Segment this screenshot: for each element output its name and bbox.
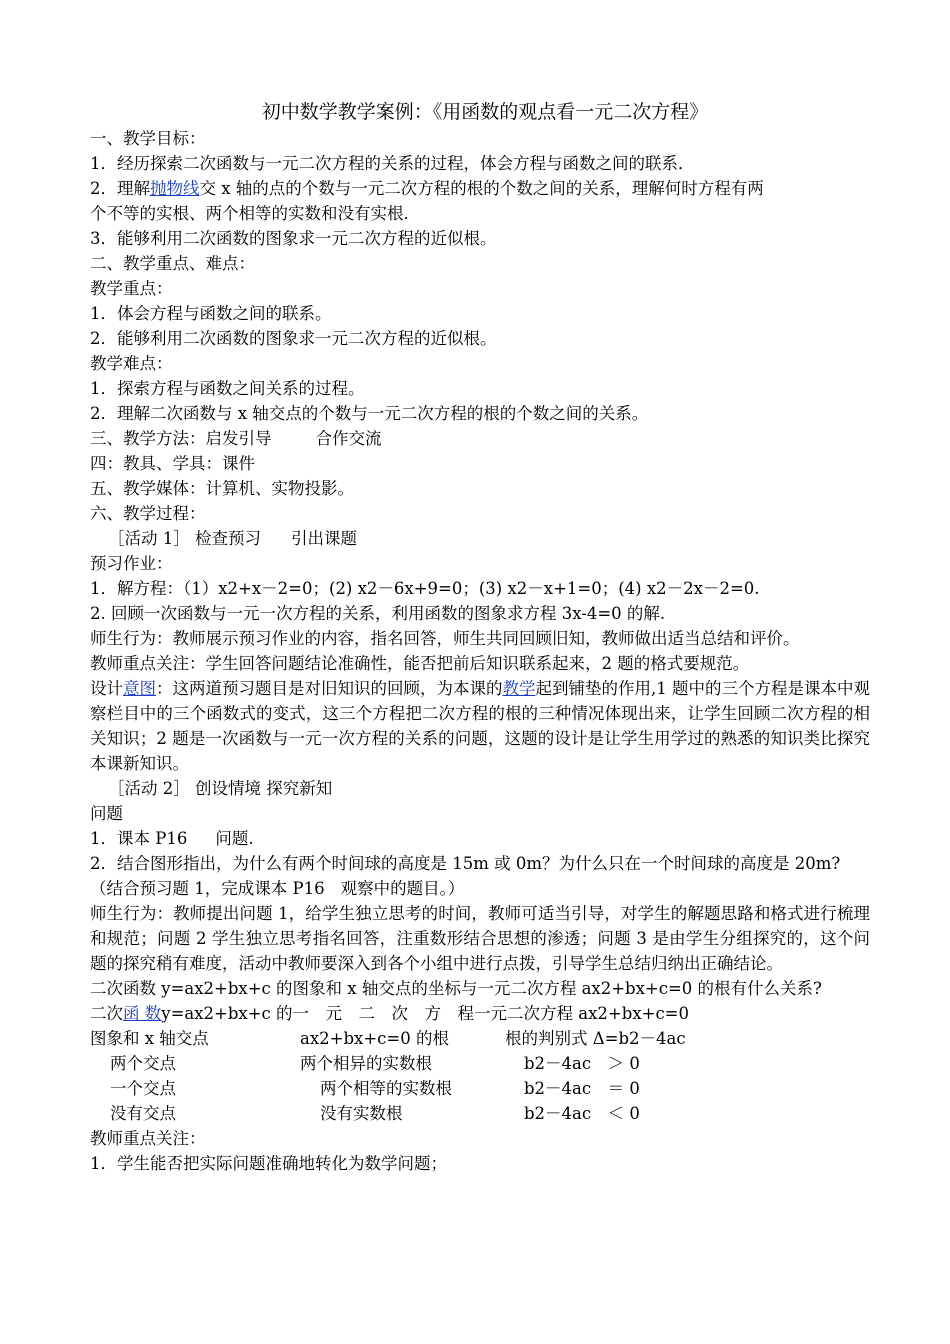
key-point-2: 2．能够利用二次函数的图象求一元二次方程的近似根。 — [90, 329, 497, 348]
table-row — [90, 1076, 870, 1101]
teacher-student-action-1: 师生行为：教师展示预习作业的内容，指名回答，师生共同回顾旧知，教师做出适当总结和评价。 — [90, 629, 800, 648]
goal-2 — [90, 176, 870, 201]
question-1-b: 问题. — [215, 829, 254, 848]
table-row — [90, 1101, 870, 1126]
relation-header — [90, 1001, 870, 1026]
goal-3: 3．能够利用二次函数的图象求一元二次方程的近似根。 — [90, 229, 497, 248]
table-cell: b2－4ac ＜ 0 — [524, 1104, 640, 1123]
design-text-a: 设计 — [90, 679, 123, 698]
activity-1-b: 引出课题 — [291, 529, 357, 548]
question-1-a: 1．课本 P16 — [90, 829, 188, 848]
link-teaching[interactable]: 教学 — [502, 679, 536, 698]
difficulty-heading: 教学难点： — [90, 354, 173, 373]
design-intent — [90, 676, 870, 776]
table-header-roots: ax2+bx+c=0 的根 — [300, 1029, 449, 1048]
difficulty-1: 1．探索方程与函数之间关系的过程。 — [90, 379, 365, 398]
document-page — [90, 98, 870, 1176]
question-2: 2．结合图形指出，为什么有两个时间球的高度是 15m 或 0m？为什么只在一个时间球的高度是 20m? — [90, 854, 841, 873]
link-intent[interactable]: 意图 — [123, 679, 156, 698]
goal-2-text-cont: 交 x 轴的点的个数与一元二次方程的根的个数之间的关系，理解何时方程有两 — [199, 179, 764, 198]
preview-2: 2. 回顾一次函数与一元一次方程的关系，利用函数的图象求方程 3x-4=0 的解. — [90, 604, 666, 623]
table-cell: 两个交点 — [110, 1054, 176, 1073]
link-parabola[interactable]: 抛物线 — [150, 179, 200, 198]
key-points-heading: 教学重点： — [90, 279, 173, 298]
document-title: 初中数学教学案例：《用函数的观点看一元二次方程》 — [261, 101, 709, 123]
table-cell: 没有交点 — [110, 1104, 176, 1123]
table-header-intersections: 图象和 x 轴交点 — [90, 1029, 209, 1048]
table-cell: 两个相等的实数根 — [320, 1079, 452, 1098]
goal-2-text: 2．理解 — [90, 179, 150, 198]
question-heading: 问题 — [90, 804, 123, 823]
table-header-discriminant: 根的判别式 Δ=b2－4ac — [505, 1029, 686, 1048]
relation-b: y=ax2+bx+c 的一 元 二 次 方 程一元二次方程 ax2+bx+c=0 — [161, 1004, 690, 1023]
question-3-b: 观察中的题目。） — [340, 879, 465, 898]
table-cell: 没有实数根 — [320, 1104, 403, 1123]
table-cell: 一个交点 — [110, 1079, 176, 1098]
preview-1: 1．解方程：（1）x2+x－2=0；(2) x2－6x+9=0；(3) x2－x+1=0；(4) x2－2x－2=0. — [90, 579, 760, 598]
activity-1-heading — [90, 526, 870, 551]
question-3-a: （结合预习题 1，完成课本 P16 — [90, 879, 325, 898]
section-heading-tools: 四：教具、学具：课件 — [90, 454, 255, 473]
design-text-b: ：这两道预习题目是对旧知识的回顾，为本课的 — [156, 679, 503, 698]
link-function[interactable]: 函 数 — [123, 1004, 162, 1023]
teacher-focus-2-heading: 教师重点关注： — [90, 1129, 206, 1148]
section-heading-goals: 一、教学目标： — [90, 129, 206, 148]
activity-1-a: ［活动 1］ 检查预习 — [108, 529, 261, 548]
goal-1: 1．经历探索二次函数与一元二次方程的关系的过程，体会方程与函数之间的联系． — [90, 154, 695, 173]
question-1 — [90, 826, 870, 851]
table-cell: b2－4ac ＝ 0 — [524, 1079, 640, 1098]
relation-a: 二次 — [90, 1004, 123, 1023]
table-header-row — [90, 1026, 870, 1051]
section-heading-process: 六、教学过程： — [90, 504, 206, 523]
section-heading-key-points: 二、教学重点、难点： — [90, 254, 255, 273]
question-3 — [90, 876, 870, 901]
design-text-c: 起到铺垫的作用,1 题中的三个方程是课本中观察栏目中的三个函数式的变式，这三个方程把二次方程的根的三种情况体现出来，让学生回顾二次方程的相关知识；2 题是一次函数与一元一次方程的关系的问题，这题的设计是让学生用学过的熟悉的知识类比探究本课新知识。 — [90, 679, 870, 773]
section-heading-media: 五、教学媒体：计算机、实物投影。 — [90, 479, 354, 498]
methods-a: 三、教学方法：启发引导 — [90, 429, 272, 448]
difficulty-2: 2．理解二次函数与 x 轴交点的个数与一元二次方程的根的个数之间的关系。 — [90, 404, 649, 423]
teacher-focus-2-item-1: 1．学生能否把实际问题准确地转化为数学问题； — [90, 1154, 447, 1173]
teacher-focus-1: 教师重点关注：学生回答问题结论准确性，能否把前后知识联系起来，2 题的格式要规范。 — [90, 654, 750, 673]
teacher-student-action-2: 师生行为：教师提出问题 1，给学生独立思考的时间，教师可适当引导，对学生的解题思路和格式进行梳理和规范；问题 2 学生独立思考指名回答，注重数形结合思想的渗透；问题 3 是由学生分组探究的，这个问题的探究稍有难度，活动中教师要深入到各个小组中进行点拨，引导学生总结归纳出正确结论。 — [90, 904, 870, 973]
table-row — [90, 1051, 870, 1076]
table-cell: 两个相异的实数根 — [300, 1054, 432, 1073]
table-cell: b2－4ac ＞ 0 — [524, 1054, 640, 1073]
goal-2-line-2: 个不等的实根、两个相等的实数和没有实根． — [90, 204, 420, 223]
activity-2-heading: ［活动 2］ 创设情境 探究新知 — [108, 779, 333, 798]
relation-question: 二次函数 y=ax2+bx+c 的图象和 x 轴交点的坐标与一元二次方程 ax2+bx+c=0 的根有什么关系? — [90, 979, 822, 998]
methods-b: 合作交流 — [315, 429, 382, 448]
preview-heading: 预习作业： — [90, 554, 173, 573]
section-heading-methods — [90, 426, 870, 451]
key-point-1: 1．体会方程与函数之间的联系。 — [90, 304, 332, 323]
